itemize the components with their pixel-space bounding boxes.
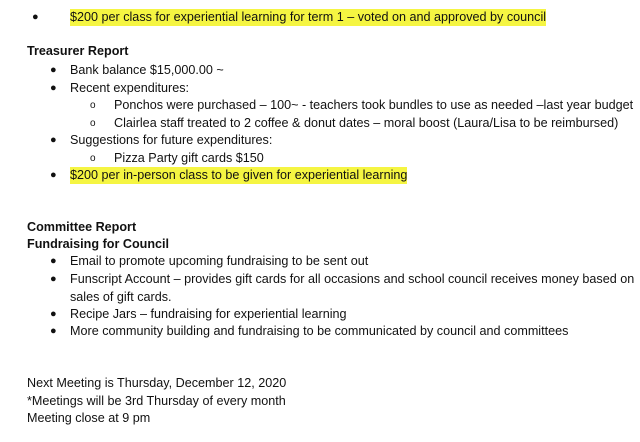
committee-item-recipe-jars: Recipe Jars – fundraising for experiential learning	[70, 307, 347, 321]
next-meeting: Next Meeting is Thursday, December 12, 2020	[27, 376, 287, 390]
top-highlight-item: $200 per class for experiential learning for term 1 – voted on and approved by council	[70, 10, 547, 24]
bullet-icon: ●	[50, 255, 57, 267]
bullet-icon: ●	[50, 82, 57, 94]
recent-item-ponchos: Ponchos were purchased – 100~ - teachers took bundles to use as needed –last year budget	[114, 98, 634, 112]
suggestions-label: Suggestions for future expenditures:	[70, 133, 273, 147]
bullet-icon: ●	[50, 308, 57, 320]
committee-item-funscript-cont: sales of gift cards.	[70, 290, 172, 304]
bullet-icon: ●	[50, 64, 57, 76]
meeting-close: Meeting close at 9 pm	[27, 411, 151, 425]
meetings-note: *Meetings will be 3rd Thursday of every month	[27, 394, 286, 408]
committee-item-email: Email to promote upcoming fundraising to be sent out	[70, 254, 369, 268]
bullet-icon: ●	[50, 325, 57, 337]
circle-bullet-icon: o	[90, 153, 96, 164]
recent-expenditures-label: Recent expenditures:	[70, 81, 190, 95]
circle-bullet-icon: o	[90, 118, 96, 129]
bullet-icon: ●	[32, 11, 39, 23]
suggestion-item-pizza: Pizza Party gift cards $150	[114, 151, 264, 165]
bullet-icon: ●	[50, 273, 57, 285]
fundraising-subheading: Fundraising for Council	[27, 237, 170, 251]
highlight-item-experiential: $200 per in-person class to be given for experiential learning	[70, 168, 408, 182]
committee-item-funscript: Funscript Account – provides gift cards for all occasions and school council receives money based on	[70, 272, 635, 286]
committee-heading: Committee Report	[27, 220, 137, 234]
bank-balance: Bank balance $15,000.00 ~	[70, 63, 224, 77]
recent-item-coffee: Clairlea staff treated to 2 coffee & donut dates – moral boost (Laura/Lisa to be reimbursed)	[114, 116, 619, 130]
bullet-icon: ●	[50, 134, 57, 146]
circle-bullet-icon: o	[90, 100, 96, 111]
bullet-icon: ●	[50, 169, 57, 181]
committee-item-community: More community building and fundraising to be communicated by council and committees	[70, 324, 569, 338]
treasurer-heading: Treasurer Report	[27, 44, 129, 58]
